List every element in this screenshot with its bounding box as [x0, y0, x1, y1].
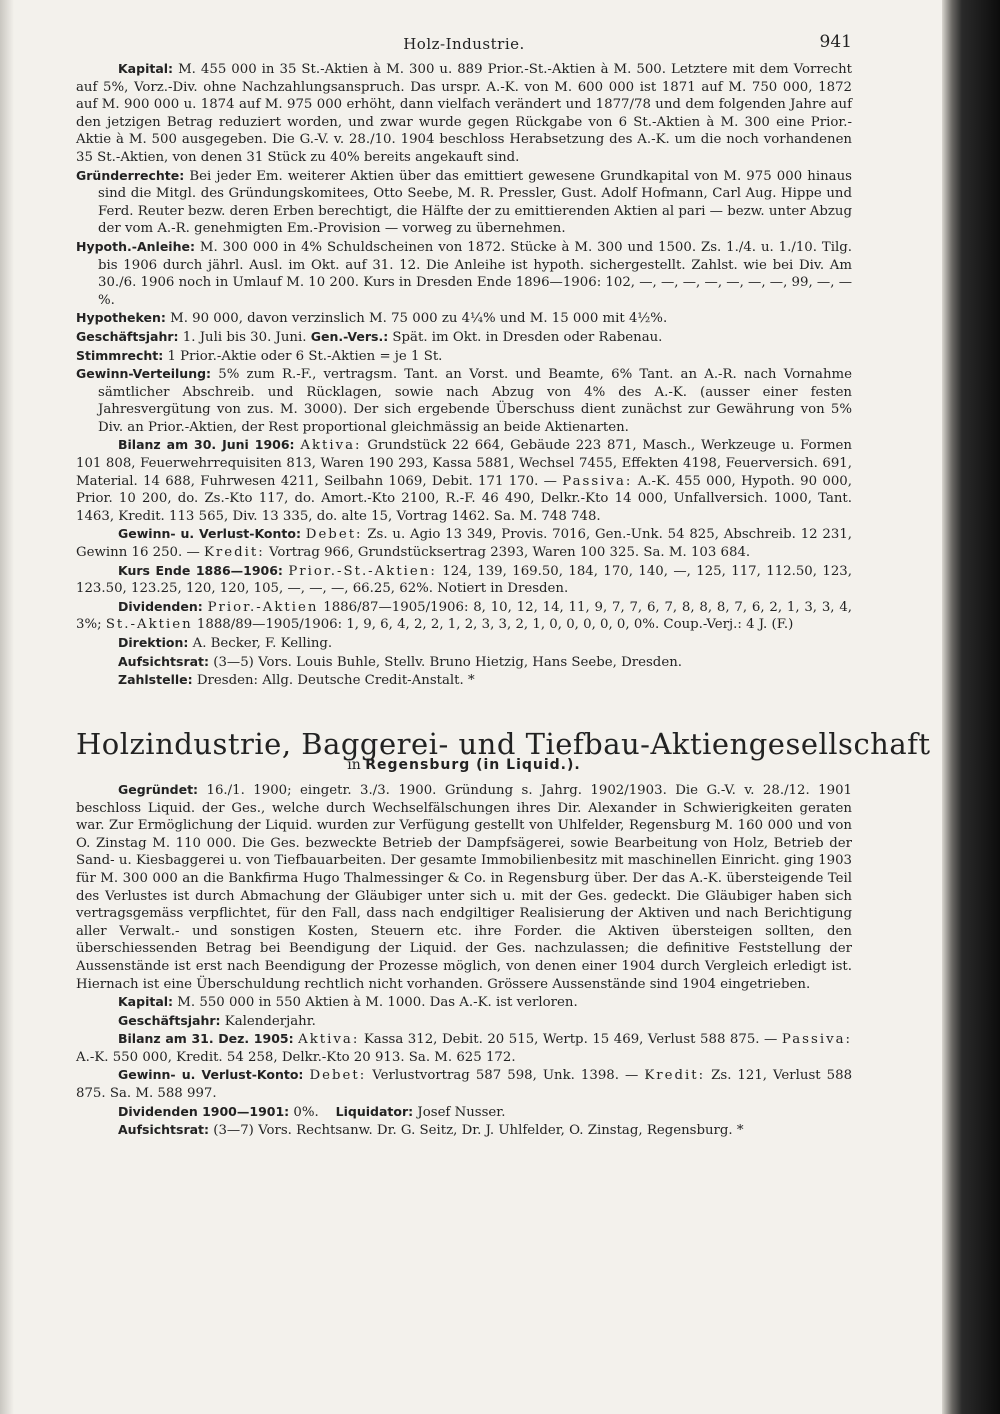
text2-kredit: Zs. 121, Verlust 588 875. Sa. M. 588 997. — [76, 1068, 853, 1102]
text-dividenden-st: 1888/89—1905/1906: 1, 9, 6, 4, 2, 2, 1, 2, 3, 3, 2, 1, 0, 0, 0, 0, 0, 0%. Coup.-Verj.: 4 J. (F.) — [196, 617, 794, 633]
label-bilanz: Bilanz am 30. Juni 1906: — [118, 437, 295, 453]
entry-zahlstelle — [76, 671, 852, 690]
entry-kapital — [76, 60, 852, 167]
entry-aufsichtsrat — [76, 653, 852, 672]
label-kurs: Kurs Ende 1886—1906: — [118, 562, 283, 578]
running-title: Holz-Industrie. — [403, 35, 525, 53]
text-kapital: M. 455 000 in 35 St.-Aktien à M. 300 u. 889 Prior.-St.-Aktien à M. 500. Letztere mit dem Vorrecht auf 5%, Vorz.-Div. ohne Nachzahlungsanspruch. Das urspr. A.-K. von M. 600 000 ist 1871 auf M. 750 000, 1872 auf M. 900 000 u. 1874 auf M. 975 000 erhöht, dann vielfach verändert und 1877/78 und dem folgenden Jahre auf den jetzigen Betrag reduziert worden, und zwar wurde gegen Rückgabe von 6 St.-Aktien à M. 300 eine Prior.-Aktie à M. 500 ausgegeben. Die G.-V. v. 28./10. 1904 beschloss Herabsetzung des A.-K. um die noch vorhandenen 35 St.-Aktien, von denen 31 Stück zu 40% bereits angekauft sind. — [76, 62, 852, 165]
entry-hypoth-anleihe — [76, 238, 852, 309]
entry2-aufsichtsrat — [76, 1121, 852, 1140]
page-content — [76, 28, 931, 1140]
entry2-gewinn-verlust — [76, 1066, 852, 1102]
text2-passiva: A.-K. 550 000, Kredit. 54 258, Delkr.-Kto 20 913. Sa. M. 625 172. — [76, 1049, 516, 1065]
entry-dividenden — [76, 598, 852, 634]
label2-geschaeftsjahr: Geschäftsjahr: — [118, 1012, 221, 1028]
text-kredit: Vortrag 966, Grundstücksertrag 2393, Waren 100 325. Sa. M. 103 684. — [268, 545, 751, 561]
text2-aktiva: Kassa 312, Debit. 20 515, Wertp. 15 469, Verlust 588 875. — — [363, 1032, 778, 1048]
text-stimmrecht: 1 Prior.-Aktie oder 6 St.-Aktien = je 1 St. — [167, 348, 443, 364]
text-gewinn-verteilung: 5% zum R.-F., vertragsm. Tant. an Vorst. und Beamte, 6% Tant. an A.-R. nach Vornahme sämtlicher Abschreib. und Rücklagen, sowie nach Abzug von 4% des A.-K. (ausser einer festen Jahresvergütung von zus. M. 3000). Der sich ergebende Überschuss dient zunächst zur Gewährung von 5% Div. an Prior.-Aktien, der Rest proportional gleichmässig an beide Aktienarten. — [98, 367, 852, 435]
text-aktiva: Grundstück 22 664, Gebäude 223 871, Masch., Werkzeuge u. Formen 101 808, Feuerwehrrequisiten 813, Waren 190 293, Kassa 5881, Wechsel 7455, Effekten 4198, Feuerversich. 691, Material. 14 688, Fuhrwesen 4211, Seilbahn 1069, Debit. 171 170. — — [76, 438, 852, 489]
page-header — [76, 28, 852, 56]
label2-aktiva: Aktiva: — [298, 1032, 360, 1048]
label-dividenden: Dividenden: — [118, 598, 203, 614]
label-gewinn-verteilung: Gewinn-Verteilung: — [76, 366, 212, 382]
label-aktiva: Aktiva: — [300, 438, 362, 454]
label2-bilanz: Bilanz am 31. Dez. 1905: — [118, 1031, 294, 1047]
entry-bilanz — [76, 436, 852, 525]
label2-passiva: Passiva: — [781, 1032, 852, 1048]
text-hypoth-anleihe: M. 300 000 in 4% Schuldscheinen von 1872. Stücke à M. 300 und 1500. Zs. 1./4. u. 1./10. Tilg. bis 1906 durch jährl. Ausl. im Okt. auf 31. 12. Die Anleihe ist hypoth. sichergestellt. Zahlst. wie bei Div. Am 30./6. 1906 noch in Umlauf M. 10 200. Kurs in Dresden Ende 1896—1906: 102, —, —, —, —, —, —, —, 99, —, —%. — [98, 239, 852, 308]
text-direktion: A. Becker, F. Kelling. — [192, 636, 333, 651]
entry-kurs — [76, 562, 852, 598]
subtitle-in: in — [347, 757, 361, 774]
entry-stimmrecht — [76, 347, 852, 366]
subtitle-place: Regensburg (in Liquid.). — [365, 757, 581, 774]
label-zahlstelle: Zahlstelle: — [118, 672, 193, 688]
entry-gewinn-verteilung — [76, 365, 852, 436]
label-gewinn-verlust: Gewinn- u. Verlust-Konto: — [118, 526, 301, 542]
label-hypoth-anleihe: Hypoth.-Anleihe: — [76, 238, 195, 254]
entry-geschaeftsjahr — [76, 328, 852, 347]
label2-gegruendet: Gegründet: — [118, 781, 199, 797]
entry2-geschaeftsjahr — [76, 1012, 852, 1031]
text-geschaeftsjahr: 1. Juli bis 30. Juni. — [182, 329, 307, 345]
text2-liquidator: Josef Nusser. — [417, 1104, 506, 1120]
entry-gruenderrechte — [76, 167, 852, 238]
entry2-kapital — [76, 993, 852, 1012]
label-gen-vers: Gen.-Vers.: — [310, 328, 389, 344]
text2-aufsichtsrat: (3—7) Vors. Rechtsanw. Dr. G. Seitz, Dr. J. Uhlfelder, O. Zinstag, Regensburg. * — [213, 1123, 744, 1139]
text2-geschaeftsjahr: Kalenderjahr. — [224, 1013, 316, 1029]
label2-kapital: Kapital: — [118, 994, 174, 1010]
text-debet: Zs. u. Agio 13 349, Provis. 7016, Gen.-Unk. 54 825, Abschreib. 12 231, Gewinn 16 250. — — [76, 527, 853, 561]
page-left-edge — [0, 0, 14, 1414]
text-gen-vers: Spät. im Okt. in Dresden oder Rabenau. — [392, 329, 663, 345]
label-dividenden-prior: Prior.-Aktien — [207, 599, 319, 615]
label-hypotheken: Hypotheken: — [76, 310, 166, 326]
label-kapital: Kapital: — [118, 61, 174, 76]
entry-gewinn-verlust — [76, 525, 852, 561]
label2-debet: Debet: — [309, 1068, 367, 1084]
text-passiva: A.-K. 455 000, Hypoth. 90 000, Prior. 10 200, do. Zs.-Kto 117, do. Amort.-Kto 2100, R.-F. 46 490, Delkr.-Kto 14 000, Unfallversich. 1000, Tant. 1463, Kredit. 113 565, Div. 13 335, do. alte 15, Vortrag 1462. Sa. M. 748 748. — [76, 473, 852, 524]
page-number: 941 — [819, 32, 852, 52]
text2-dividenden: 0%. — [293, 1104, 319, 1120]
text-hypotheken: M. 90 000, davon verzinslich M. 75 000 zu 4¼% und M. 15 000 mit 4½%. — [170, 311, 668, 327]
label-dividenden-st: St.-Aktien — [105, 617, 193, 633]
label-passiva: Passiva: — [562, 473, 633, 489]
label-aufsichtsrat: Aufsichtsrat: — [118, 653, 210, 669]
text2-debet: Verlustvortrag 587 598, Unk. 1398. — — [372, 1068, 639, 1084]
label-kurs-sub: Prior.-St.-Aktien: — [288, 563, 437, 579]
label-debet: Debet: — [305, 527, 363, 543]
label-direktion: Direktion: — [118, 635, 189, 650]
book-spine-shadow — [942, 0, 1000, 1414]
entry-hypotheken — [76, 309, 852, 328]
text-dividenden-prior: 1886/87—1905/1906: 8, 10, 12, 14, 11, 9, 7, 7, 6, 7, 8, 8, 8, 7, 6, 2, 1, 3, 3, 4, 3%; — [76, 599, 853, 633]
text-kurs: 124, 139, 169.50, 184, 170, 140, —, 125, 117, 112.50, 123, 123.50, 123.25, 120, 120, 105, —, —, —, 66.25, 62%. Notiert in Dresden. — [76, 563, 852, 597]
label-stimmrecht: Stimmrecht: — [76, 347, 164, 363]
label2-liquidator: Liquidator: — [335, 1103, 414, 1119]
label-kredit: Kredit: — [204, 545, 265, 561]
label2-gewinn-verlust: Gewinn- u. Verlust-Konto: — [118, 1067, 304, 1083]
entry2-bilanz — [76, 1030, 852, 1066]
entry-direktion — [76, 634, 852, 653]
label-gruenderrechte: Gründerrechte: — [76, 167, 185, 183]
text-aufsichtsrat: (3—5) Vors. Louis Buhle, Stellv. Bruno Hietzig, Hans Seebe, Dresden. — [213, 654, 682, 670]
text-zahlstelle: Dresden: Allg. Deutsche Credit-Anstalt. * — [196, 673, 475, 689]
label-geschaeftsjahr: Geschäftsjahr: — [76, 328, 179, 344]
entry2-dividenden — [76, 1103, 852, 1122]
label2-aufsichtsrat: Aufsichtsrat: — [118, 1122, 210, 1138]
company-title: Holzindustrie, Baggerei- und Tiefbau-Aktiengesellschaft — [76, 726, 931, 761]
text2-kapital: M. 550 000 in 550 Aktien à M. 1000. Das A.-K. ist verloren. — [177, 995, 578, 1011]
text2-gegruendet: 16./1. 1900; eingetr. 3./3. 1900. Gründung s. Jahrg. 1902/1903. Die G.-V. v. 28./12. 1901 beschloss Liquid. der Ges., welche durch Wechselfälschungen ihres Dir. Alexander in Schwierigkeiten geraten war. Zur Ermöglichung der Liquid. wurden zur Verfügung gestellt von Uhlfelder, Regensburg M. 160 000 und von O. Zinstag M. 110 000. Die Ges. bezweckte Betrieb der Dampfsägerei, sowie Bearbeitung von Holz, Betrieb der Sand- u. Kiesbaggerei u. von Tiefbauarbeiten. Der gesamte Immobilienbesitz mit maschinellen Einricht. ging 1903 für M. 300 000 an die Bankfirma Hugo Thalmessinger & Co. in Regensburg über. Der das A.-K. übersteigende Teil des Verlustes ist durch Abmachung der Gläubiger unter sich u. mit der Ges. gedeckt. Die Gläubiger haben sich vertragsgemäss verpflichtet, für den Fall, dass nach endgiltiger Realisierung der Aktiven und nach Berichtigung aller Verwalt.- und sonstigen Kosten, Steuern etc. ihre Forder. die Aktiven übersteigen sollten, den überschiessenden Betrag bei Beendigung der Liquid. der Ges. nachzulassen; die definitive Feststellung der Aussenstände ist erst nach Beendigung der Prozesse möglich, von denen einer 1904 durch Vergleich erledigt ist. Hiernach ist eine Überschuldung rechtlich nicht vorhanden. Grössere Aussenstände sind 1904 eingetrieben. — [76, 782, 852, 992]
entry2-gegruendet — [76, 781, 852, 993]
label2-dividenden: Dividenden 1900—1901: — [118, 1103, 290, 1119]
label2-kredit: Kredit: — [644, 1068, 706, 1084]
text-gruenderrechte: Bei jeder Em. weiterer Aktien über das emittiert gewesene Grundkapital von M. 975 000 hinaus sind die Mitgl. des Gründungskomitees, Otto Seebe, M. R. Pressler, Gust. Adolf Hofmann, Carl Aug. Hippe und Ferd. Reuter bezw. deren Erben berechtigt, die Hälfte der zu emittierenden Aktien al pari — bezw. unter Abzug der vom A.-R. genehmigten Em.-Provision — vorweg zu übernehmen. — [98, 168, 852, 237]
